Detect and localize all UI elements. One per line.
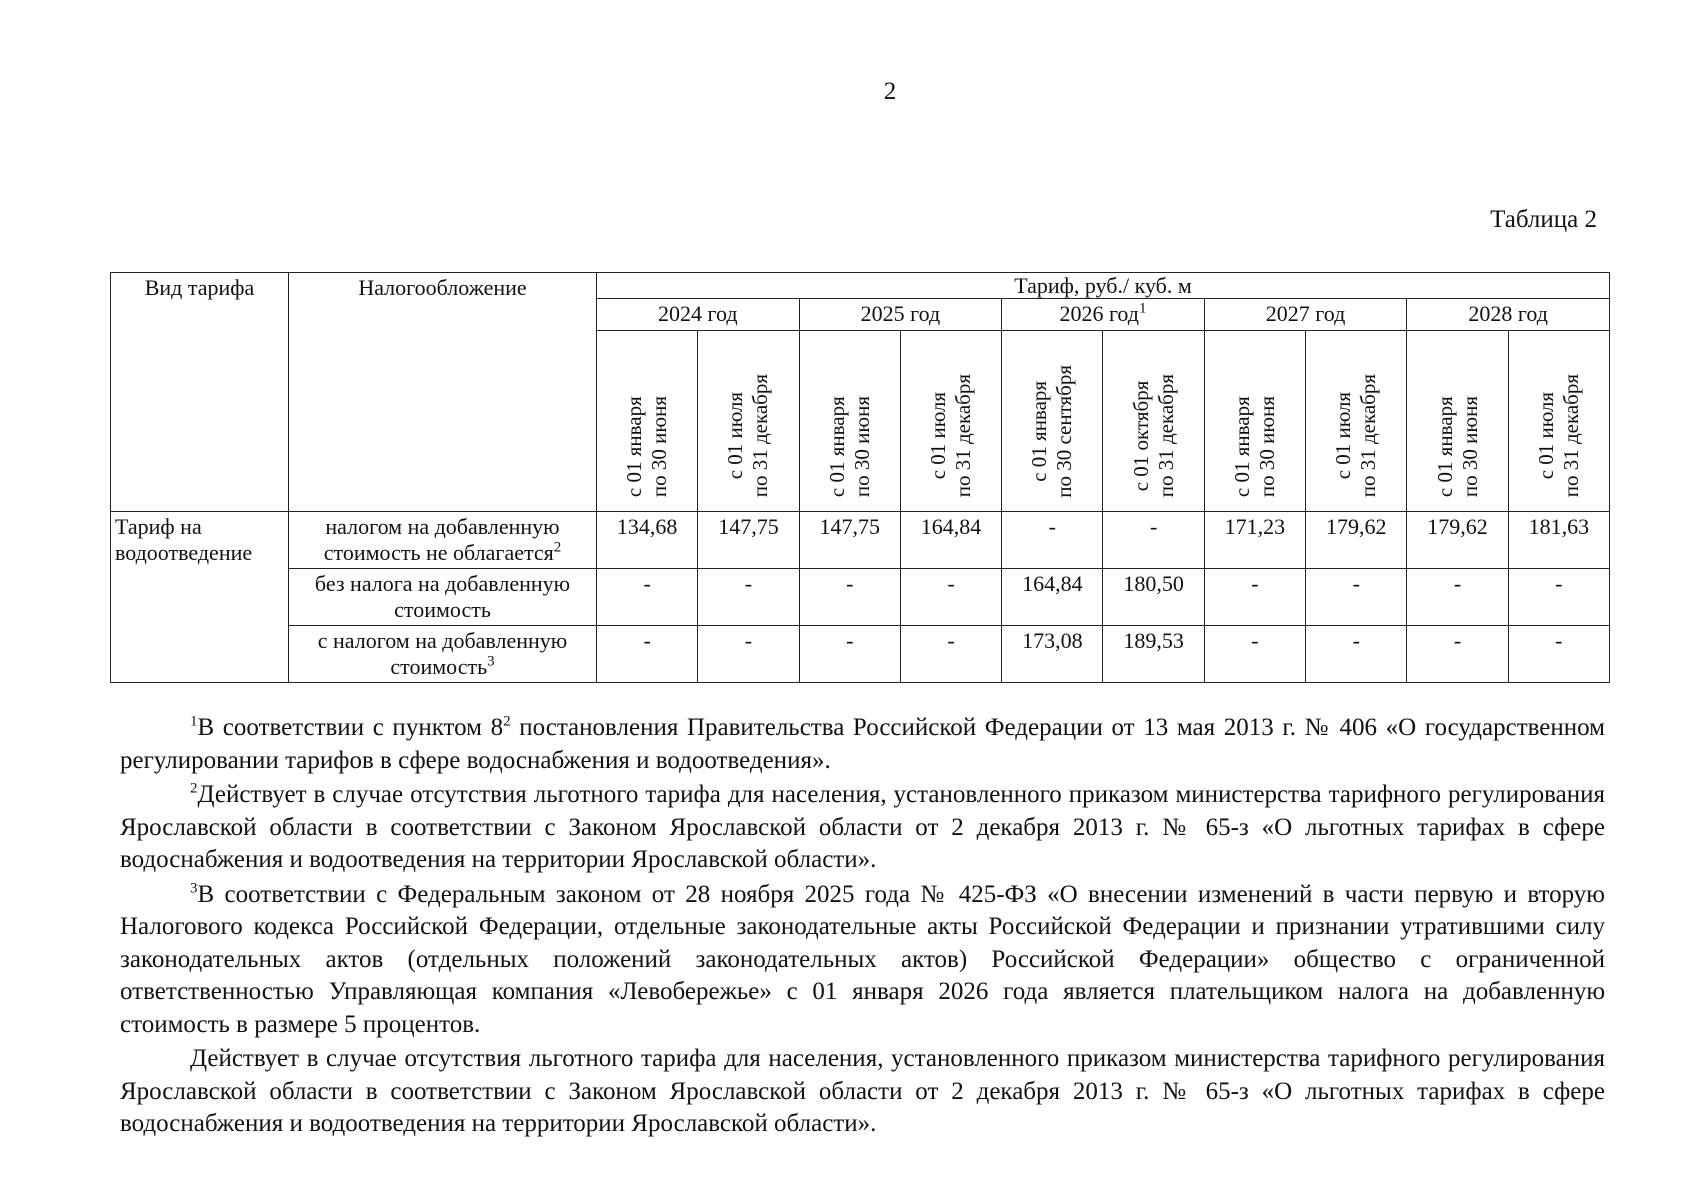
tariff-value-cell: - (698, 569, 799, 626)
period-line: с 01 января (1027, 380, 1052, 482)
year-label: 2025 год (860, 301, 941, 327)
period-header (1306, 331, 1407, 512)
period-header (1204, 331, 1305, 512)
tariff-value-cell: 180,50 (1103, 569, 1204, 626)
period-line: по 31 декабря (1356, 374, 1381, 498)
header-tariff-type: Вид тарифа (111, 273, 289, 512)
period-line: с 01 июля (925, 391, 950, 480)
tariff-value-cell: - (1306, 626, 1407, 683)
footnote-mark: 1 (190, 713, 198, 730)
tariff-value-cell: 147,75 (799, 512, 900, 569)
period-line: с 01 января (824, 396, 849, 498)
table-row (111, 626, 1610, 683)
period-line: по 30 июня (849, 396, 874, 498)
tariff-value-cell: 147,75 (698, 512, 799, 569)
taxation-footnote-mark: 3 (487, 653, 495, 670)
tariff-value-cell: - (900, 626, 1001, 683)
tariff-value-cell: - (1508, 626, 1609, 683)
footnote-inline-sup: 2 (503, 713, 511, 730)
taxation-label: налогом на добавленную стоимость не облагается (323, 514, 560, 565)
period-line: по 30 сентября (1052, 364, 1077, 498)
period-label (1432, 396, 1482, 497)
period-line: по 31 декабря (1558, 374, 1583, 498)
tariff-value-cell: 134,68 (597, 512, 698, 569)
period-line: с 01 января (1229, 396, 1254, 498)
taxation-label: с налогом на добавленную стоимость (317, 628, 568, 679)
period-line: по 31 декабря (1153, 374, 1178, 498)
period-line: по 31 декабря (951, 374, 976, 498)
period-label (1128, 374, 1178, 497)
taxation-footnote-mark: 2 (553, 539, 562, 556)
taxation-cell (289, 569, 597, 626)
footnote-text: Действует в случае отсутствия льготного тарифа для населения, установленного приказом министерства тарифного регулирования Ярославской области в соответствии с Законом Ярославской области от 2 декабря 2013 г. № 65-з «О льготных тарифах в сфере водоснабжения и водоотведения на территории Ярославской области». (120, 781, 1605, 873)
tariff-value-cell: - (1002, 512, 1103, 569)
table-caption: Таблица 2 (1490, 206, 1597, 233)
period-label (1027, 365, 1077, 498)
period-line: с 01 января (1432, 396, 1457, 498)
footnote-paragraph (120, 779, 1605, 877)
period-label (723, 374, 773, 497)
period-line: с 01 июля (723, 391, 748, 480)
tariff-value-cell: - (799, 626, 900, 683)
tariff-value-cell: 181,63 (1508, 512, 1609, 569)
period-line: по 30 июня (1457, 396, 1482, 498)
tariff-value-cell: 179,62 (1306, 512, 1407, 569)
period-header (1407, 331, 1508, 512)
period-label (1331, 374, 1381, 497)
footnote-paragraph (120, 879, 1605, 1042)
period-label (622, 396, 672, 497)
year-label: 2027 год (1265, 301, 1346, 327)
period-header (900, 331, 1001, 512)
period-label (825, 396, 875, 497)
tariff-name-cell: Тариф на водоотведение (111, 512, 289, 683)
period-header (1103, 331, 1204, 512)
period-header (698, 331, 799, 512)
tariff-value-cell: 189,53 (1103, 626, 1204, 683)
tariff-value-cell: 173,08 (1002, 626, 1103, 683)
period-line: по 30 июня (1254, 396, 1279, 498)
period-header (799, 331, 900, 512)
year-label: 2024 год (658, 301, 738, 327)
taxation-cell (289, 512, 597, 569)
period-line: с 01 июля (1533, 391, 1558, 480)
header-taxation: Налогообложение (289, 273, 597, 512)
year-header (597, 299, 800, 331)
period-label (1230, 396, 1280, 497)
footnote-paragraph (120, 712, 1605, 777)
page-number: 2 (883, 78, 897, 105)
footnote-text: В соответствии с пунктом 8 (197, 714, 504, 741)
footnote-text-cont: постановления Правительства Российской Федерации от 13 мая 2013 г. № 406 «О государственном регулировании тарифов в сфере водоснабжения и водоотведения». (120, 714, 1606, 774)
year-header (799, 299, 1002, 331)
tariff-value-cell: - (1407, 626, 1508, 683)
tariff-value-cell: - (1508, 569, 1609, 626)
period-line: с 01 октября (1128, 380, 1153, 491)
period-header (1508, 331, 1609, 512)
header-tariff-unit: Тариф, руб./ куб. м (597, 273, 1610, 299)
tariff-value-cell: - (1204, 626, 1305, 683)
tariff-value-cell: - (597, 569, 698, 626)
period-header (597, 331, 698, 512)
tariff-value-cell: - (1407, 569, 1508, 626)
footnotes (120, 712, 1605, 1143)
period-line: по 30 июня (647, 396, 672, 498)
tariff-table (110, 272, 1610, 683)
tariff-value-cell: 164,84 (1002, 569, 1103, 626)
year-label: 2026 год (1059, 301, 1139, 327)
tariff-value-cell: - (1204, 569, 1305, 626)
period-label (926, 374, 976, 497)
period-label (1534, 374, 1584, 497)
year-header (1407, 299, 1610, 331)
period-line: с 01 июля (1331, 391, 1356, 480)
year-footnote-mark: 1 (1139, 300, 1147, 317)
year-label: 2028 год (1468, 301, 1548, 327)
period-line: по 31 декабря (748, 374, 773, 498)
footnote-text: В соответствии с Федеральным законом от 28 ноября 2025 года № 425-ФЗ «О внесении изменений в части первую и вторую Налогового кодекса Российской Федерации, отдельные законодательные акты Российской Федерации и признании утратившими силу законодательных актов (отдельных положений законодательных актов) Российской Федерации» общество с ограниченной ответственностью Управляющая компания «Левобережье» с 01 января 2026 года является плательщиком налога на добавленную стоимость в размере 5 процентов. (120, 880, 1605, 1038)
tariff-value-cell: 164,84 (900, 512, 1001, 569)
footnote-paragraph (120, 1043, 1605, 1141)
tariff-value-cell: - (597, 626, 698, 683)
tariff-value-cell: 179,62 (1407, 512, 1508, 569)
tariff-value-cell: - (1103, 512, 1204, 569)
footnote-text: Действует в случае отсутствия льготного тарифа для населения, установленного приказом министерства тарифного регулирования Ярославской области в соответствии с Законом Ярославской области от 2 декабря 2013 г. № 65-з «О льготных тарифах в сфере водоснабжения и водоотведения на территории Ярославской области». (120, 1045, 1605, 1137)
footnote-mark: 2 (190, 780, 198, 797)
tariff-value-cell: - (900, 569, 1001, 626)
taxation-cell (289, 626, 597, 683)
tariff-value-cell: - (1306, 569, 1407, 626)
table-row (111, 512, 1610, 569)
tariff-value-cell: - (698, 626, 799, 683)
year-header (1204, 299, 1407, 331)
period-header (1002, 331, 1103, 512)
tariff-value-cell: 171,23 (1204, 512, 1305, 569)
footnote-mark: 3 (190, 880, 198, 897)
period-line: с 01 января (621, 396, 646, 498)
year-header (1002, 299, 1205, 331)
table-row (111, 569, 1610, 626)
tariff-value-cell: - (799, 569, 900, 626)
taxation-label: без налога на добавленную стоимость (314, 571, 571, 622)
